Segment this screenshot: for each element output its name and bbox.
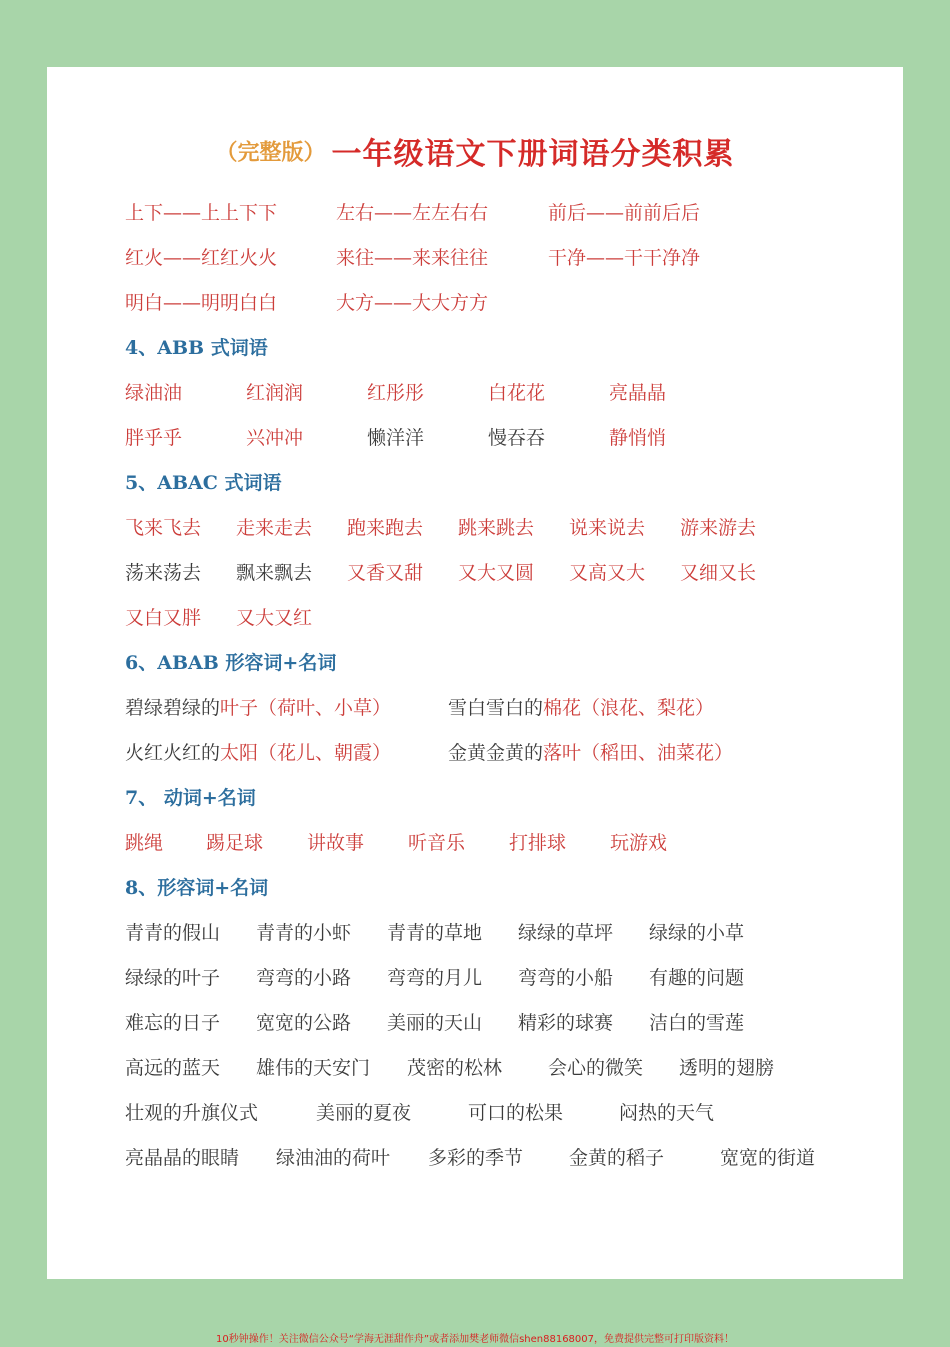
word: 讲故事 bbox=[307, 832, 365, 854]
section-heading-adj-noun: 8、形容词+名词 bbox=[125, 877, 269, 899]
word: 又细又长 bbox=[680, 562, 757, 584]
word: 听音乐 bbox=[408, 832, 466, 854]
word: 跑来跑去 bbox=[347, 517, 424, 539]
footer-notice: 10秒钟操作！关注微信公众号“学海无涯甜作舟”或者添加樊老师微信shen88168007，免费提供完整可打印版资料！ bbox=[215, 1334, 735, 1345]
phrase-adjective: 火红火红的 bbox=[125, 742, 221, 764]
word: 白花花 bbox=[488, 382, 546, 404]
phrase: 金黄的稻子 bbox=[569, 1147, 665, 1169]
word-pair: 来往——来来往往 bbox=[336, 247, 489, 269]
word: 胖乎乎 bbox=[125, 427, 183, 449]
phrase: 闷热的天气 bbox=[619, 1102, 715, 1124]
worksheet-page bbox=[47, 67, 903, 1279]
word: 慢吞吞 bbox=[488, 427, 546, 449]
abac-row bbox=[125, 603, 885, 633]
phrase-adjective: 金黄金黄的 bbox=[448, 742, 544, 764]
word-pair: 大方——大大方方 bbox=[336, 292, 489, 314]
phrase-adjective: 雪白雪白的 bbox=[448, 697, 544, 719]
word-pair: 红火——红红火火 bbox=[125, 247, 278, 269]
word-pair: 干净——干干净净 bbox=[548, 247, 701, 269]
word: 又大又红 bbox=[236, 607, 313, 629]
phrase-noun: 太阳（花儿、朝霞） bbox=[220, 742, 392, 764]
phrase: 多彩的季节 bbox=[428, 1147, 524, 1169]
phrase: 美丽的天山 bbox=[387, 1012, 483, 1034]
abac-row bbox=[125, 558, 885, 588]
phrase: 雄伟的天安门 bbox=[256, 1057, 371, 1079]
word-pair: 明白——明明白白 bbox=[125, 292, 278, 314]
phrase: 宽宽的公路 bbox=[256, 1012, 352, 1034]
phrase: 精彩的球赛 bbox=[518, 1012, 614, 1034]
abb-row bbox=[125, 378, 885, 408]
phrase: 难忘的日子 bbox=[125, 1012, 221, 1034]
word-pair: 左右——左左右右 bbox=[336, 202, 489, 224]
adj-noun-row bbox=[125, 1098, 885, 1128]
phrase: 青青的草地 bbox=[387, 922, 483, 944]
phrase: 高远的蓝天 bbox=[125, 1057, 221, 1079]
phrase: 洁白的雪莲 bbox=[649, 1012, 745, 1034]
phrase-noun: 落叶（稻田、油菜花） bbox=[543, 742, 734, 764]
phrase: 绿油油的荷叶 bbox=[276, 1147, 391, 1169]
page-title bbox=[47, 129, 903, 173]
adj-noun-row bbox=[125, 963, 885, 993]
phrase: 青青的假山 bbox=[125, 922, 221, 944]
phrase: 弯弯的月儿 bbox=[387, 967, 483, 989]
phrase: 弯弯的小路 bbox=[256, 967, 352, 989]
abac-row bbox=[125, 513, 885, 543]
adj-noun-row bbox=[125, 918, 885, 948]
adj-noun-row bbox=[125, 1053, 885, 1083]
section-heading-abb: 4、ABB 式词语 bbox=[125, 337, 268, 359]
phrase bbox=[125, 738, 391, 768]
phrase: 绿绿的叶子 bbox=[125, 967, 221, 989]
word: 飘来飘去 bbox=[236, 562, 313, 584]
adj-noun-row bbox=[125, 1143, 885, 1173]
word: 亮晶晶 bbox=[609, 382, 667, 404]
section-heading-abac: 5、ABAC 式词语 bbox=[125, 472, 282, 494]
word-pair: 上下——上上下下 bbox=[125, 202, 278, 224]
word: 游来游去 bbox=[680, 517, 757, 539]
word: 又香又甜 bbox=[347, 562, 424, 584]
verb-noun-row bbox=[125, 828, 885, 858]
word: 打排球 bbox=[509, 832, 567, 854]
reduplication-row bbox=[125, 243, 885, 273]
word: 玩游戏 bbox=[610, 832, 668, 854]
phrase: 壮观的升旗仪式 bbox=[125, 1102, 259, 1124]
adj-noun-row bbox=[125, 1008, 885, 1038]
abab-row bbox=[125, 693, 885, 723]
phrase: 美丽的夏夜 bbox=[316, 1102, 412, 1124]
word: 又大又圆 bbox=[458, 562, 535, 584]
phrase-noun: 棉花（浪花、梨花） bbox=[543, 697, 715, 719]
phrase: 会心的微笑 bbox=[548, 1057, 644, 1079]
word: 跳来跳去 bbox=[458, 517, 535, 539]
phrase: 绿绿的草坪 bbox=[518, 922, 614, 944]
phrase bbox=[448, 738, 733, 768]
word: 跳绳 bbox=[125, 832, 164, 854]
phrase: 有趣的问题 bbox=[649, 967, 745, 989]
phrase bbox=[448, 693, 714, 723]
abab-row bbox=[125, 738, 885, 768]
phrase: 宽宽的街道 bbox=[720, 1147, 816, 1169]
title-main: 一年级语文下册词语分类积累 bbox=[331, 137, 735, 172]
word: 红彤彤 bbox=[367, 382, 425, 404]
phrase bbox=[125, 693, 391, 723]
phrase: 青青的小虾 bbox=[256, 922, 352, 944]
word: 绿油油 bbox=[125, 382, 183, 404]
word: 飞来飞去 bbox=[125, 517, 202, 539]
word: 说来说去 bbox=[569, 517, 646, 539]
word: 踢足球 bbox=[206, 832, 264, 854]
title-subtitle: （完整版） bbox=[215, 140, 326, 166]
word: 又白又胖 bbox=[125, 607, 202, 629]
reduplication-row bbox=[125, 288, 885, 318]
word: 红润润 bbox=[246, 382, 304, 404]
reduplication-row bbox=[125, 198, 885, 228]
word-pair: 前后——前前后后 bbox=[548, 202, 701, 224]
word: 走来走去 bbox=[236, 517, 313, 539]
phrase: 弯弯的小船 bbox=[518, 967, 614, 989]
phrase: 可口的松果 bbox=[468, 1102, 564, 1124]
section-heading-verb-noun: 7、 动词+名词 bbox=[125, 787, 256, 809]
phrase: 透明的翅膀 bbox=[679, 1057, 775, 1079]
word: 荡来荡去 bbox=[125, 562, 202, 584]
phrase: 绿绿的小草 bbox=[649, 922, 745, 944]
word: 又高又大 bbox=[569, 562, 646, 584]
section-heading-abab: 6、ABAB 形容词+名词 bbox=[125, 652, 337, 674]
word: 懒洋洋 bbox=[367, 427, 425, 449]
phrase-noun: 叶子（荷叶、小草） bbox=[220, 697, 392, 719]
phrase: 亮晶晶的眼睛 bbox=[125, 1147, 240, 1169]
word: 静悄悄 bbox=[609, 427, 667, 449]
abb-row bbox=[125, 423, 885, 453]
phrase: 茂密的松林 bbox=[407, 1057, 503, 1079]
word: 兴冲冲 bbox=[246, 427, 304, 449]
phrase-adjective: 碧绿碧绿的 bbox=[125, 697, 221, 719]
